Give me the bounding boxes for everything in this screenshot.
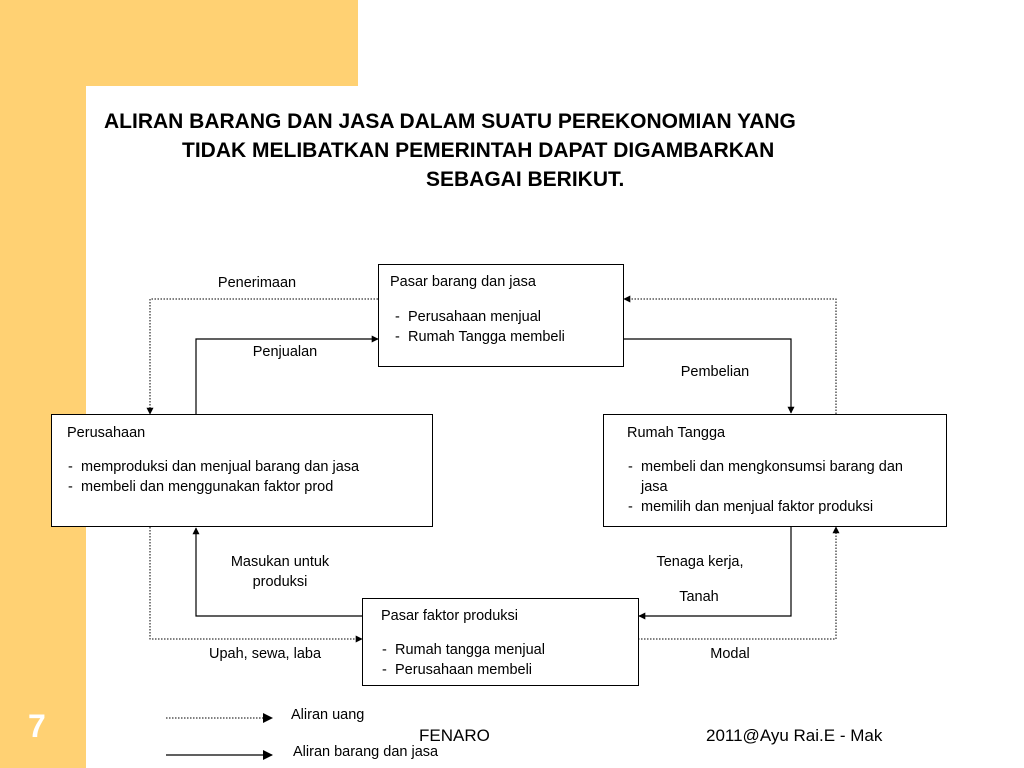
node-rumah-tangga-item: - membeli dan mengkonsumsi barang dan jasa	[627, 457, 930, 497]
legend-goods-label: Aliran barang dan jasa	[293, 744, 439, 760]
edge-label-tenaga-line2: Tanah	[679, 589, 719, 605]
title-line-2: TIDAK MELIBATKAN PEMERINTAH DAPAT DIGAMBARKAN	[182, 139, 775, 162]
node-rumah-tangga	[603, 414, 947, 527]
edge-label-penerimaan: Penerimaan	[217, 275, 297, 291]
money-flow-modal	[638, 527, 836, 639]
money-flow-pembelian	[624, 299, 836, 414]
node-perusahaan	[51, 414, 433, 527]
edge-label-tenaga-line1: Tenaga kerja,	[656, 554, 744, 570]
footer-right: 2011@Ayu Rai.E - Mak	[706, 726, 883, 745]
edge-label-penjualan: Penjualan	[252, 344, 318, 360]
node-perusahaan-item: - memproduksi dan menjual barang dan jasa	[67, 457, 432, 477]
title-line-1: ALIRAN BARANG DAN JASA DALAM SUATU PEREKONOMIAN YANG	[104, 110, 796, 133]
edge-label-masukan-line1: Masukan untuk	[230, 554, 330, 570]
node-pasar-barang	[378, 264, 624, 367]
node-pasar-faktor	[362, 598, 639, 686]
node-pasar-faktor-title: Pasar faktor produksi	[381, 608, 519, 624]
node-pasar-barang-item: - Rumah Tangga membeli	[394, 327, 623, 347]
node-rumah-tangga-item: - memilih dan menjual faktor produksi	[627, 497, 930, 517]
edge-label-masukan-line2: produksi	[252, 574, 308, 590]
node-pasar-faktor-item: - Perusahaan membeli	[381, 660, 638, 680]
node-pasar-barang-title: Pasar barang dan jasa	[390, 274, 536, 290]
edge-label-masukan	[200, 552, 360, 592]
edge-label-modal: Modal	[710, 646, 750, 662]
edge-label-upah: Upah, sewa, laba	[208, 646, 322, 662]
node-pasar-barang-item: - Perusahaan menjual	[394, 307, 623, 327]
edge-label-pembelian: Pembelian	[680, 364, 750, 380]
title-line-3: SEBAGAI BERIKUT.	[426, 168, 625, 191]
node-rumah-tangga-title: Rumah Tangga	[627, 425, 726, 441]
legend-money-label: Aliran uang	[291, 707, 365, 723]
node-pasar-faktor-item: - Rumah tangga menjual	[381, 640, 638, 660]
footer-center: FENARO	[419, 726, 490, 745]
node-perusahaan-title: Perusahaan	[67, 425, 146, 441]
page-number: 7	[28, 708, 46, 744]
node-perusahaan-item: - membeli dan menggunakan faktor prod	[67, 477, 432, 497]
